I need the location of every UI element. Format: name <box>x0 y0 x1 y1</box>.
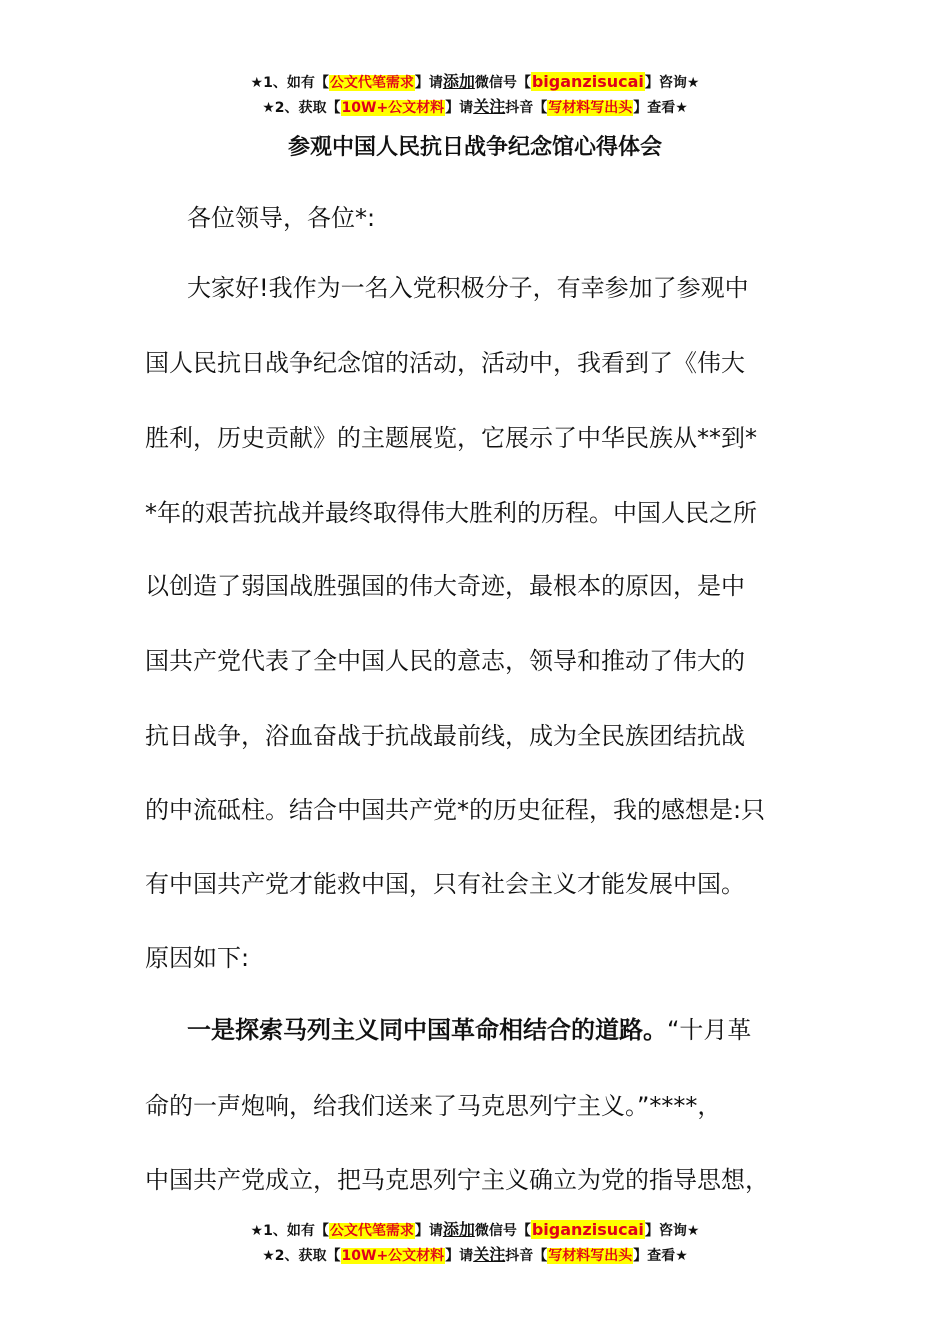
footer-banner <box>0 1218 950 1268</box>
salutation: 各位领导，各位*: <box>187 204 376 232</box>
body-line: 命的一声炮响，给我们送来了马克思列宁主义。”****， <box>145 1092 722 1120</box>
highlight-materials: 10W+公文材料 <box>341 100 445 116</box>
body-line: *年的艰苦抗战并最终取得伟大胜利的历程。中国人民之所 <box>145 499 757 527</box>
banner-line-1: ★1、如有【公文代笔需求】请添加微信号【biganzisucai】咨询★ <box>250 1220 700 1239</box>
highlight-service: 公文代笔需求 <box>329 1223 414 1239</box>
body-line: 的中流砥柱。结合中国共产党*的历史征程，我的感想是:只 <box>145 796 766 824</box>
body-line: 以创造了弱国战胜强国的伟大奇迹，最根本的原因，是中 <box>145 572 745 600</box>
banner-line-2: ★2、获取【10W+公文材料】请关注抖音【写材料写出头】查看★ <box>262 97 688 116</box>
banner-line-2: ★2、获取【10W+公文材料】请关注抖音【写材料写出头】查看★ <box>262 1245 688 1264</box>
point-one-text: “十月革 <box>667 1016 752 1044</box>
point-one-heading: 一是探索马列主义同中国革命相结合的道路。 <box>187 1016 667 1044</box>
body-line: 胜利，历史贡献》的主题展览，它展示了中华民族从**到* <box>145 424 757 452</box>
body-line: 原因如下: <box>145 944 250 972</box>
body-line: 国共产党代表了全中国人民的意志，领导和推动了伟大的 <box>145 647 745 675</box>
highlight-douyin-account: 写材料写出头 <box>548 100 633 116</box>
highlight-service: 公文代笔需求 <box>329 75 414 91</box>
body-line: 抗日战争，浴血奋战于抗战最前线，成为全民族团结抗战 <box>145 722 745 750</box>
point-one <box>145 1012 751 1048</box>
highlight-wechat-id: biganzisucai <box>531 72 644 91</box>
body-line: 有中国共产党才能救中国，只有社会主义才能发展中国。 <box>145 870 745 898</box>
header-banner <box>0 70 950 120</box>
banner-line-1: ★1、如有【公文代笔需求】请添加微信号【biganzisucai】咨询★ <box>250 72 700 91</box>
highlight-wechat-id: biganzisucai <box>531 1220 644 1239</box>
body-line: 大家好!我作为一名入党积极分子，有幸参加了参观中 <box>187 274 749 302</box>
body-line: 中国共产党成立，把马克思列宁主义确立为党的指导思想， <box>145 1166 769 1194</box>
body-line: 国人民抗日战争纪念馆的活动，活动中，我看到了《伟大 <box>145 349 745 377</box>
highlight-materials: 10W+公文材料 <box>341 1248 445 1264</box>
highlight-douyin-account: 写材料写出头 <box>548 1248 633 1264</box>
document-title: 参观中国人民抗日战争纪念馆心得体会 <box>287 135 662 160</box>
